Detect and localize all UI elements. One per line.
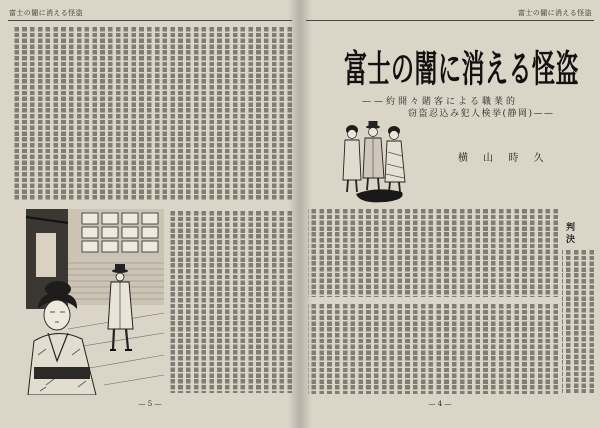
header-rule	[8, 20, 292, 21]
running-header: 富士の闇に消える怪盗	[518, 9, 592, 17]
running-header: 富士の闇に消える怪盗	[9, 9, 83, 17]
sidebar-heading: 判 決	[564, 222, 574, 244]
article-subtitle-line-2: 窃盗忍込み犯人検挙(静岡)——	[408, 109, 555, 119]
body-text-columns-upper	[14, 27, 292, 201]
figure-left	[343, 125, 361, 192]
article-title: 富士の闇に消える怪盗	[344, 48, 579, 92]
body-text-columns-lower	[168, 211, 292, 393]
page-number: — 4 —	[428, 400, 452, 408]
author-name: 横 山 時 久	[458, 153, 550, 164]
figure-middle	[363, 121, 384, 190]
street-scene-illustration	[24, 209, 164, 395]
body-text-columns-upper	[308, 209, 558, 297]
header-rule	[306, 20, 594, 21]
page-number: — 5 —	[138, 400, 162, 408]
ink-shadow	[356, 189, 403, 202]
sidebar-text-columns	[562, 250, 594, 393]
body-text-columns-lower	[308, 304, 558, 394]
right-page	[300, 0, 600, 428]
figure-right	[385, 126, 405, 192]
left-page	[0, 0, 298, 428]
three-figures-illustration	[336, 120, 414, 204]
article-subtitle-line-1: ——約開々賭客による職業的	[362, 97, 519, 107]
